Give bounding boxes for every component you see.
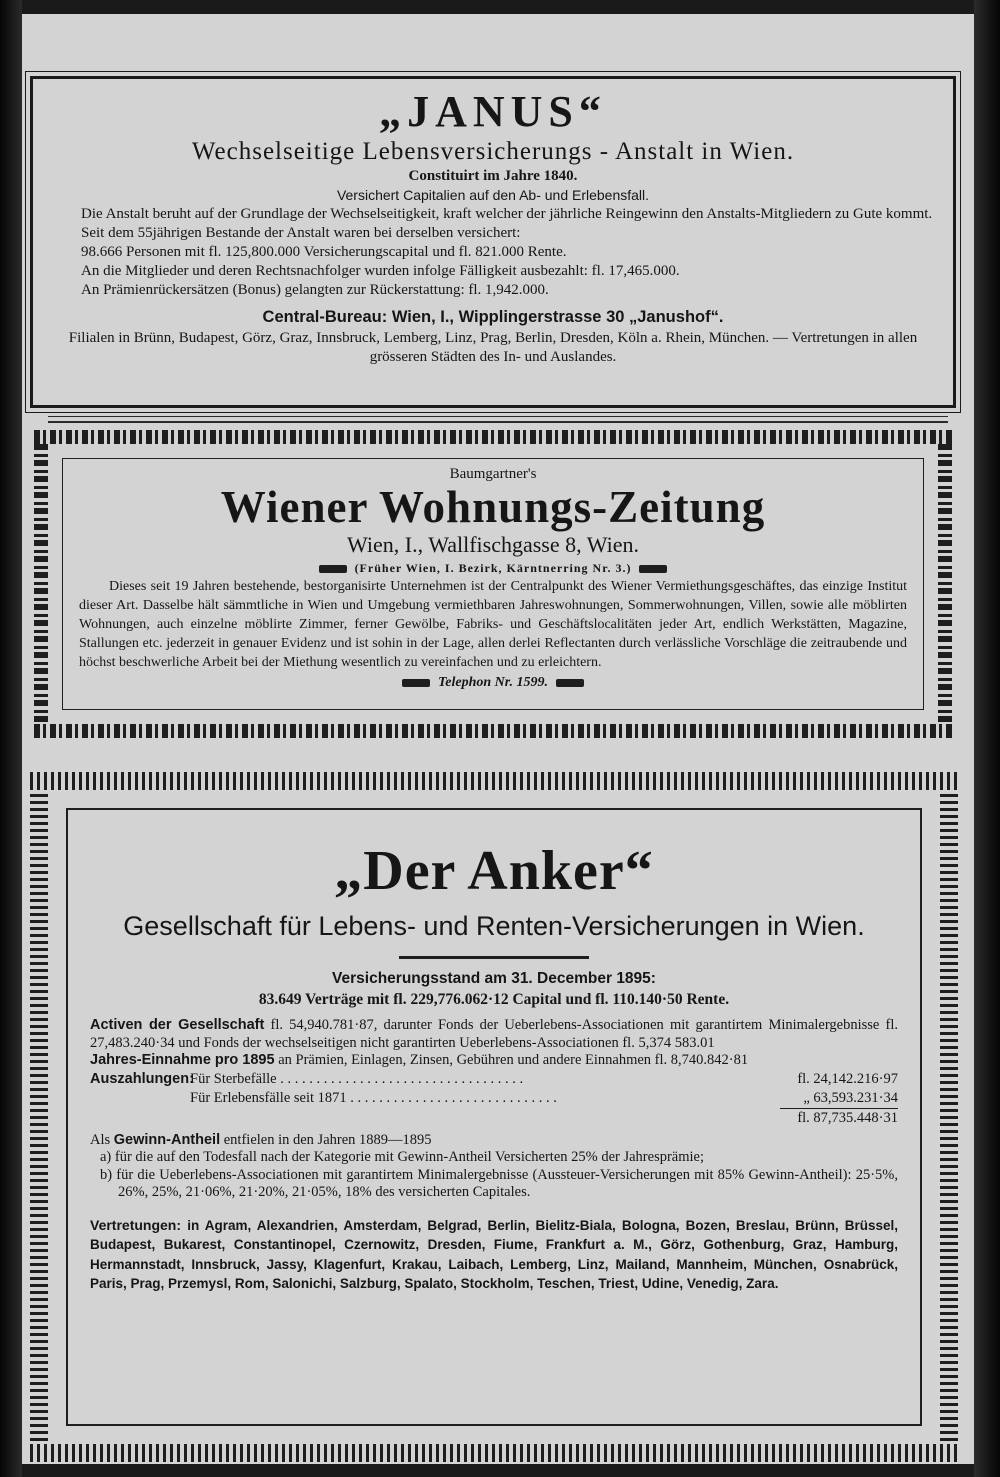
auszahlung-desc: Für Erlebensfälle seit 1871 . . . . . . . . . . . . . . . . . . . . . . . . . . . . . <box>190 1089 557 1106</box>
anker-vertretungen-label: Vertretungen: <box>90 1216 182 1233</box>
anker-einnahme-label: Jahres-Einnahme pro 1895 <box>90 1052 275 1068</box>
anker-auszahlungen-label: Auszahlungen: <box>90 1070 194 1087</box>
auszahlung-total: fl. 87,735.448·31 <box>797 1109 898 1126</box>
auszahlung-value: fl. 24,142.216·97 <box>797 1070 898 1087</box>
wohnung-title: Wiener Wohnungs-Zeitung <box>220 482 766 532</box>
auszahlung-desc: Für Sterbefälle . . . . . . . . . . . . . . . . . . . . . . . . . . . . . . . . . . <box>190 1070 524 1087</box>
anker-vertretungen <box>90 1216 898 1294</box>
anker-gewinn <box>90 1132 898 1150</box>
anker-advertisement <box>30 772 958 1462</box>
anker-aktiven-label: Activen der Gesellschaft <box>90 1017 265 1033</box>
janus-paragraph-4: An die Mitglieder und deren Rechtsnachfolger wurden infolge Fälligkeit ausbezahlt: fl. 17,465.000. <box>81 262 680 279</box>
anker-vertretungen-text: in Agram, Alexandrien, Amsterdam, Belgrad, Berlin, Bielitz-Biala, Bologna, Bozen, Breslau, Brünn, Brüssel, Budapest, Bukarest, Constantinopel, Czernowitz, Dresden, Fiume, Frankfurt a. M., Görz, Gothenburg, Graz, Hamburg, Hermannstadt, Innsbruck, Jassy, Klagenfurt, Krakau, Laibach, Lemberg, Linz, Mailand, Mannheim, München, Osnabrück, Paris, Prag, Przemysl, Rom, Salonichi, Salzburg, Spalato, Stockholm, Teschen, Triest, Udine, Venedig, Zara. <box>90 1217 898 1291</box>
anker-stand-line: 83.649 Verträge mit fl. 229,776.062·12 Capital und fl. 110.140·50 Rente. <box>258 991 730 1008</box>
pointing-hand-icon <box>639 565 667 573</box>
wohnung-telephone <box>79 672 907 694</box>
wohnung-telephone-text: Telephon Nr. 1599. <box>438 675 548 690</box>
anker-gewinn-label: Gewinn-Antheil <box>113 1131 221 1148</box>
anker-gewinn-text: entfielen in den Jahren 1889—1895 <box>223 1131 432 1148</box>
janus-advertisement <box>30 76 956 408</box>
janus-central-bureau: Central-Bureau: Wien, I., Wipplingerstrasse 30 „Janushof“. <box>262 307 724 326</box>
auszahlung-row <box>90 1089 898 1109</box>
wohnung-kicker: Baumgartner's <box>449 466 537 482</box>
pointing-hand-icon <box>556 679 584 687</box>
divider-line <box>48 416 948 417</box>
wohnungs-zeitung-advertisement <box>34 430 952 738</box>
pointing-hand-icon <box>402 679 430 687</box>
anker-gewinn-intro: Als <box>90 1131 111 1148</box>
wohnung-address: Wien, I., Wallfischgasse 8, Wien. <box>347 532 639 557</box>
anker-gewinn-a: a) für die auf den Todesfall nach der Kategorie mit Gewinn-Antheil Versicherten 25% der Jahresprämie; <box>100 1149 705 1165</box>
anker-gewinn-b: b) für die Ueberlebens-Associationen mit garantirtem Minimalergebnisse (Aussteuer-Versicherungen mit 85% Gewinn-Antheil): 25·5%, 26%, 25%, 21·06%, 21·20%, 21·05%, 18% des versicherten Capitales. <box>100 1166 898 1200</box>
divider-line <box>399 956 589 959</box>
anker-stand-heading: Versicherungsstand am 31. December 1895: <box>332 970 656 987</box>
auszahlung-value: „ 63,593.231·34 <box>780 1089 898 1109</box>
anker-subtitle: Gesellschaft für Lebens- und Renten-Versicherungen in Wien. <box>123 911 865 941</box>
janus-paragraph-2: Seit dem 55jährigen Bestande der Anstalt waren bei derselben versichert: <box>81 224 521 241</box>
janus-paragraph-1: Die Anstalt beruht auf der Grundlage der Wechselseitigkeit, kraft welcher der jährliche Reingewinn den Anstalts-Mitgliedern zu Gute kommt. <box>81 205 933 222</box>
auszahlung-total-row <box>90 1109 898 1128</box>
janus-paragraph-5: An Prämienrückersätzen (Bonus) gelangten zur Rückerstattung: fl. 1,942.000. <box>81 281 549 298</box>
janus-title: „JANUS“ <box>379 87 607 136</box>
anker-einnahme <box>90 1052 898 1070</box>
anker-title: „Der Anker“ <box>334 840 654 902</box>
pointing-hand-icon <box>319 565 347 573</box>
janus-insures: Versichert Capitalien auf den Ab- und Erlebensfall. <box>336 187 650 203</box>
scan-edge-left <box>0 0 22 1477</box>
janus-constituted: Constituirt im Jahre 1840. <box>408 168 578 184</box>
janus-subtitle: Wechselseitige Lebensversicherungs - Anstalt in Wien. <box>191 138 795 165</box>
anker-aktiven <box>90 1017 898 1052</box>
anker-aktiven-text: fl. 54,940.781·87, darunter Fonds der Ueberlebens-Associationen mit garantirtem Minimalergebnisse fl. 27,483.240·34 und Fonds der wechselseitigen nicht garantirten Ueberlebens-Associationen fl. 5,374 583.01 <box>90 1017 898 1051</box>
anker-einnahme-text: an Prämien, Einlagen, Zinsen, Gebühren und andere Einnahmen fl. 8,740.842·81 <box>278 1052 749 1068</box>
wohnung-body: Dieses seit 19 Jahren bestehende, bestorganisirte Unternehmen ist der Centralpunkt des Wiener Vermiethungsgeschäftes, das einzige Institut dieser Art. Dasselbe hält sämmtliche in Wien und Umgebung vermiethbaren Jahreswohnungen, Sommerwohnungen, Villen, sowie alle möblirten Wohnungen, auch einzelne möblirte Zimmer, ferner Gewölbe, Fabriks- und Geschäftslocalitäten jeder Art, endlich Werkstätten, Magazine, Stallungen etc. jederzeit in genauer Evidenz und ist sohin in der Lage, allen derlei Reflectanten durch verlässliche Vorschläge die zeitraubende und höchst beschwerliche Arbeit bei der Miethung wesentlich zu vereinfachen und zu erleichtern. <box>79 579 907 670</box>
wohnung-previous-text: (Früher Wien, I. Bezirk, Kärntnerring Nr. 3.) <box>354 561 632 575</box>
document-page <box>22 14 974 1464</box>
janus-branches: Filialen in Brünn, Budapest, Görz, Graz, Innsbruck, Lemberg, Linz, Prag, Berlin, Dresden, Köln a. Rhein, München. — Vertretungen in allen grösseren Städten des In- und Auslandes. <box>68 329 918 365</box>
auszahlung-row <box>90 1070 898 1089</box>
scan-edge-right <box>974 0 1000 1477</box>
janus-paragraph-3: 98.666 Personen mit fl. 125,800.000 Versicherungscapital und fl. 821.000 Rente. <box>81 243 567 260</box>
wohnung-previous-address <box>79 559 907 577</box>
divider-line <box>48 421 948 423</box>
